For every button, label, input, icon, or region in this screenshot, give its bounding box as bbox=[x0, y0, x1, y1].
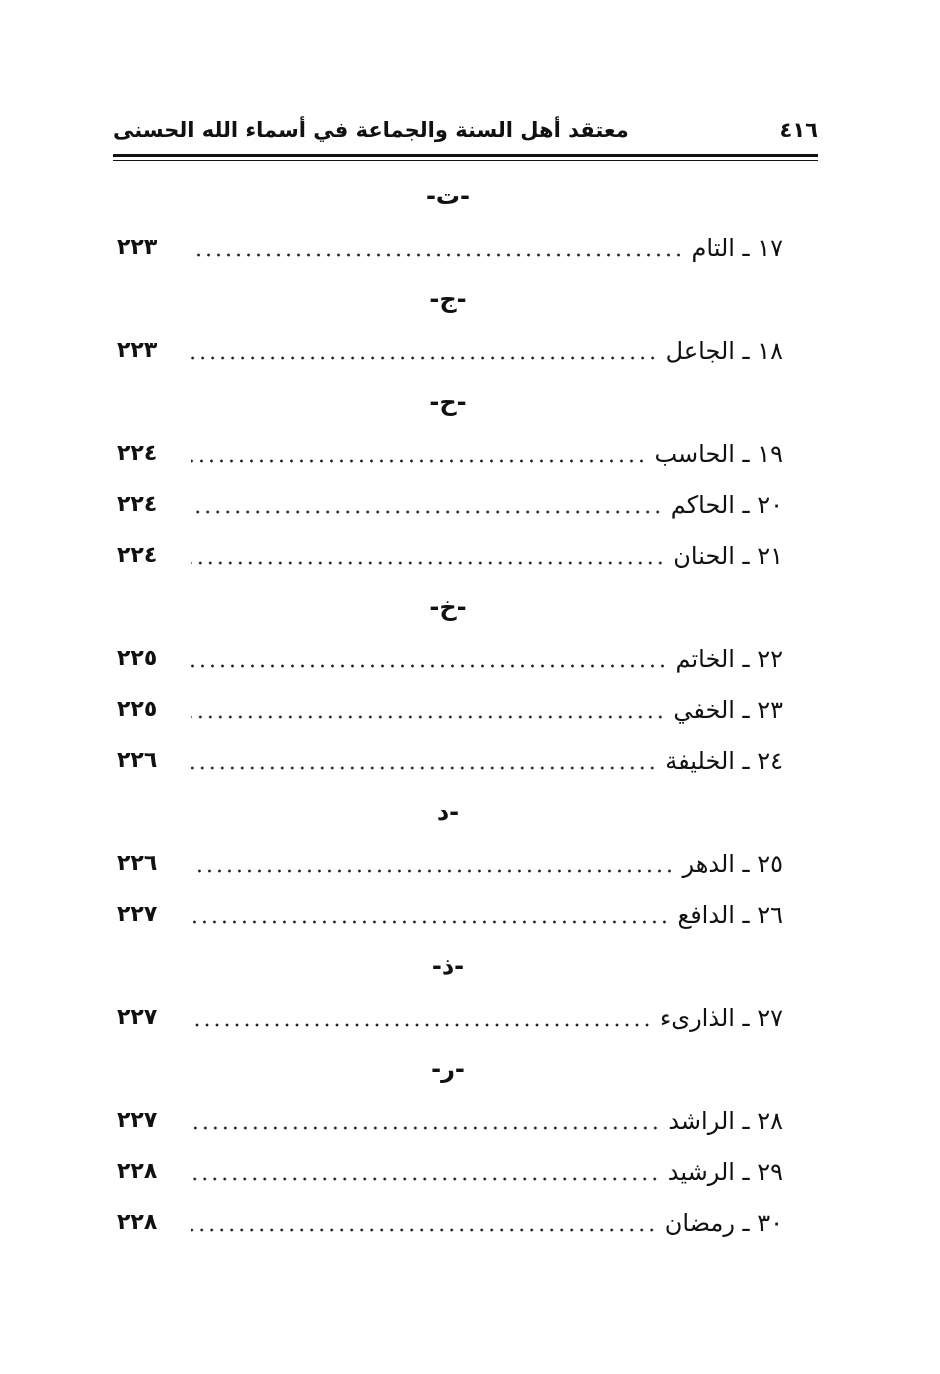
entry-name: ٢٢ ـ الخاتم bbox=[675, 644, 783, 673]
index-section bbox=[113, 1043, 783, 1248]
entry-page-number: ٢٢٣ bbox=[117, 235, 158, 260]
running-header-title: معتقد أهل السنة والجماعة في أسماء الله الحسنى bbox=[113, 118, 629, 142]
index-entry bbox=[113, 325, 783, 376]
section-letter-heading: -ت- bbox=[425, 182, 471, 210]
entry-name: ٢٧ ـ الذارىء bbox=[660, 1003, 783, 1032]
index-entry bbox=[113, 530, 783, 581]
dot-leader bbox=[191, 766, 657, 770]
entry-page-number: ٢٢٧ bbox=[117, 1005, 158, 1030]
entry-page-number: ٢٢٧ bbox=[117, 902, 158, 927]
dot-leader bbox=[191, 1023, 652, 1027]
entry-name: ٢٨ ـ الراشد bbox=[668, 1106, 783, 1135]
entry-name: ٢٦ ـ الدافع bbox=[677, 900, 783, 929]
index-entry bbox=[113, 684, 783, 735]
entry-page-number: ٢٢٦ bbox=[117, 851, 158, 876]
index-entry bbox=[113, 1095, 783, 1146]
entry-name: ٣٠ ـ رمضان bbox=[664, 1208, 783, 1237]
entry-name: ١٨ ـ الجاعل bbox=[665, 336, 783, 365]
entry-name: ١٧ ـ التام bbox=[691, 233, 783, 262]
page-number: ٤١٦ bbox=[779, 118, 818, 142]
section-letter-heading: -خ- bbox=[429, 593, 467, 621]
entry-page-number: ٢٢٤ bbox=[117, 492, 158, 517]
entry-page-number: ٢٢٣ bbox=[117, 338, 158, 363]
entry-page-number: ٢٢٥ bbox=[117, 646, 158, 671]
index-list bbox=[113, 170, 783, 1248]
dot-leader bbox=[191, 510, 663, 514]
index-entry bbox=[113, 889, 783, 940]
header-rule-thick bbox=[113, 154, 818, 157]
index-section bbox=[113, 581, 783, 786]
dot-leader bbox=[191, 869, 674, 873]
dot-leader bbox=[191, 459, 646, 463]
dot-leader bbox=[191, 1228, 657, 1232]
dot-leader bbox=[191, 1177, 660, 1181]
entry-name: ٢٣ ـ الخفي bbox=[673, 695, 783, 724]
entry-page-number: ٢٢٥ bbox=[117, 697, 158, 722]
entry-page-number: ٢٢٨ bbox=[117, 1210, 158, 1235]
dot-leader bbox=[191, 715, 665, 719]
entry-page-number: ٢٢٧ bbox=[117, 1108, 158, 1133]
section-letter-heading: -ج- bbox=[429, 285, 467, 313]
entry-name: ٢٤ ـ الخليفة bbox=[665, 746, 783, 775]
index-entry bbox=[113, 222, 783, 273]
dot-leader bbox=[191, 356, 658, 360]
dot-leader bbox=[191, 1126, 660, 1130]
index-section bbox=[113, 940, 783, 1043]
entry-name: ٢١ ـ الحنان bbox=[673, 541, 783, 570]
section-letter-heading: -د bbox=[436, 798, 460, 826]
entry-name: ٢٥ ـ الدهر bbox=[682, 849, 783, 878]
section-letter-heading: -ح- bbox=[429, 388, 467, 416]
section-letter-heading: -ذ- bbox=[431, 952, 465, 980]
entry-page-number: ٢٢٤ bbox=[117, 543, 158, 568]
index-section bbox=[113, 376, 783, 581]
index-entry bbox=[113, 992, 783, 1043]
dot-leader bbox=[191, 664, 667, 668]
dot-leader bbox=[191, 561, 665, 565]
index-entry bbox=[113, 1146, 783, 1197]
header-rule-thin bbox=[113, 160, 818, 161]
entry-name: ١٩ ـ الحاسب bbox=[654, 439, 783, 468]
dot-leader bbox=[191, 920, 669, 924]
index-section bbox=[113, 273, 783, 376]
running-header bbox=[113, 112, 818, 156]
index-entry bbox=[113, 479, 783, 530]
entry-page-number: ٢٢٨ bbox=[117, 1159, 158, 1184]
index-section bbox=[113, 786, 783, 940]
index-entry bbox=[113, 1197, 783, 1248]
entry-name: ٢٠ ـ الحاكم bbox=[670, 490, 783, 519]
index-entry bbox=[113, 735, 783, 786]
index-entry bbox=[113, 633, 783, 684]
index-entry bbox=[113, 838, 783, 889]
section-letter-heading: -ر- bbox=[431, 1055, 465, 1083]
index-entry bbox=[113, 428, 783, 479]
entry-page-number: ٢٢٤ bbox=[117, 441, 158, 466]
entry-page-number: ٢٢٦ bbox=[117, 748, 158, 773]
entry-name: ٢٩ ـ الرشيد bbox=[667, 1157, 783, 1186]
dot-leader bbox=[191, 253, 684, 257]
index-section bbox=[113, 170, 783, 273]
